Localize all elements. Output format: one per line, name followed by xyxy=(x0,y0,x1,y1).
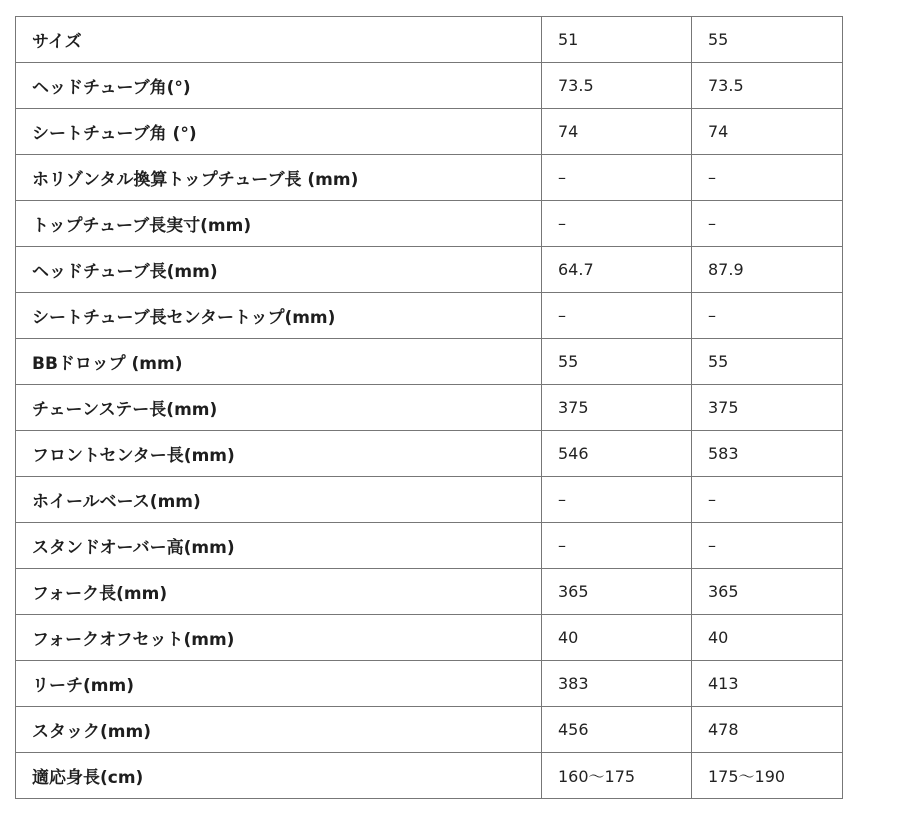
row-label: スタンドオーバー高(mm) xyxy=(16,523,542,569)
size-51-value: 375 xyxy=(542,385,692,431)
size-55-value: 583 xyxy=(692,431,843,477)
row-label: フォーク長(mm) xyxy=(16,569,542,615)
size-55-value: – xyxy=(692,155,843,201)
geometry-table xyxy=(15,16,843,799)
size-55-value: 74 xyxy=(692,109,843,155)
size-55-value: – xyxy=(692,477,843,523)
size-51-value: 73.5 xyxy=(542,63,692,109)
row-label: リーチ(mm) xyxy=(16,661,542,707)
table-row xyxy=(16,477,843,523)
size-51-value: – xyxy=(542,155,692,201)
size-51-value: 383 xyxy=(542,661,692,707)
table-row xyxy=(16,339,843,385)
table-row xyxy=(16,615,843,661)
row-label: シートチューブ長センタートップ(mm) xyxy=(16,293,542,339)
size-55-value: – xyxy=(692,201,843,247)
size-55-value: 413 xyxy=(692,661,843,707)
size-55-value: 478 xyxy=(692,707,843,753)
row-label: 適応身長(cm) xyxy=(16,753,542,799)
row-label: ホイールベース(mm) xyxy=(16,477,542,523)
size-51-value: 546 xyxy=(542,431,692,477)
table-row xyxy=(16,17,843,63)
table-row xyxy=(16,753,843,799)
size-51-value: 456 xyxy=(542,707,692,753)
size-51-value: – xyxy=(542,523,692,569)
table-row xyxy=(16,63,843,109)
size-55-value: 365 xyxy=(692,569,843,615)
size-55-value: 375 xyxy=(692,385,843,431)
size-51-value: 55 xyxy=(542,339,692,385)
row-label: ホリゾンタル換算トップチューブ長 (mm) xyxy=(16,155,542,201)
size-55-value: 40 xyxy=(692,615,843,661)
size-51-value: 74 xyxy=(542,109,692,155)
size-51-value: 64.7 xyxy=(542,247,692,293)
table-row xyxy=(16,155,843,201)
table-row xyxy=(16,431,843,477)
size-55-value: 73.5 xyxy=(692,63,843,109)
row-label: チェーンステー長(mm) xyxy=(16,385,542,431)
size-51-value: 51 xyxy=(542,17,692,63)
row-label: シートチューブ角 (°) xyxy=(16,109,542,155)
size-55-value: 175〜190 xyxy=(692,753,843,799)
row-label: ヘッドチューブ角(°) xyxy=(16,63,542,109)
size-51-value: 160〜175 xyxy=(542,753,692,799)
size-51-value: 365 xyxy=(542,569,692,615)
table-row xyxy=(16,385,843,431)
row-label: フロントセンター長(mm) xyxy=(16,431,542,477)
size-55-value: – xyxy=(692,523,843,569)
size-55-value: – xyxy=(692,293,843,339)
table-row xyxy=(16,109,843,155)
table-row xyxy=(16,661,843,707)
size-51-value: – xyxy=(542,293,692,339)
row-label: BBドロップ (mm) xyxy=(16,339,542,385)
row-label: ヘッドチューブ長(mm) xyxy=(16,247,542,293)
row-label: フォークオフセット(mm) xyxy=(16,615,542,661)
table-row xyxy=(16,293,843,339)
size-55-value: 87.9 xyxy=(692,247,843,293)
size-55-value: 55 xyxy=(692,17,843,63)
size-51-value: – xyxy=(542,477,692,523)
table-row xyxy=(16,569,843,615)
size-55-value: 55 xyxy=(692,339,843,385)
table-row xyxy=(16,707,843,753)
row-label: トップチューブ長実寸(mm) xyxy=(16,201,542,247)
row-label: スタック(mm) xyxy=(16,707,542,753)
row-label: サイズ xyxy=(16,17,542,63)
table-row xyxy=(16,247,843,293)
size-51-value: – xyxy=(542,201,692,247)
table-row xyxy=(16,201,843,247)
table-row xyxy=(16,523,843,569)
size-51-value: 40 xyxy=(542,615,692,661)
